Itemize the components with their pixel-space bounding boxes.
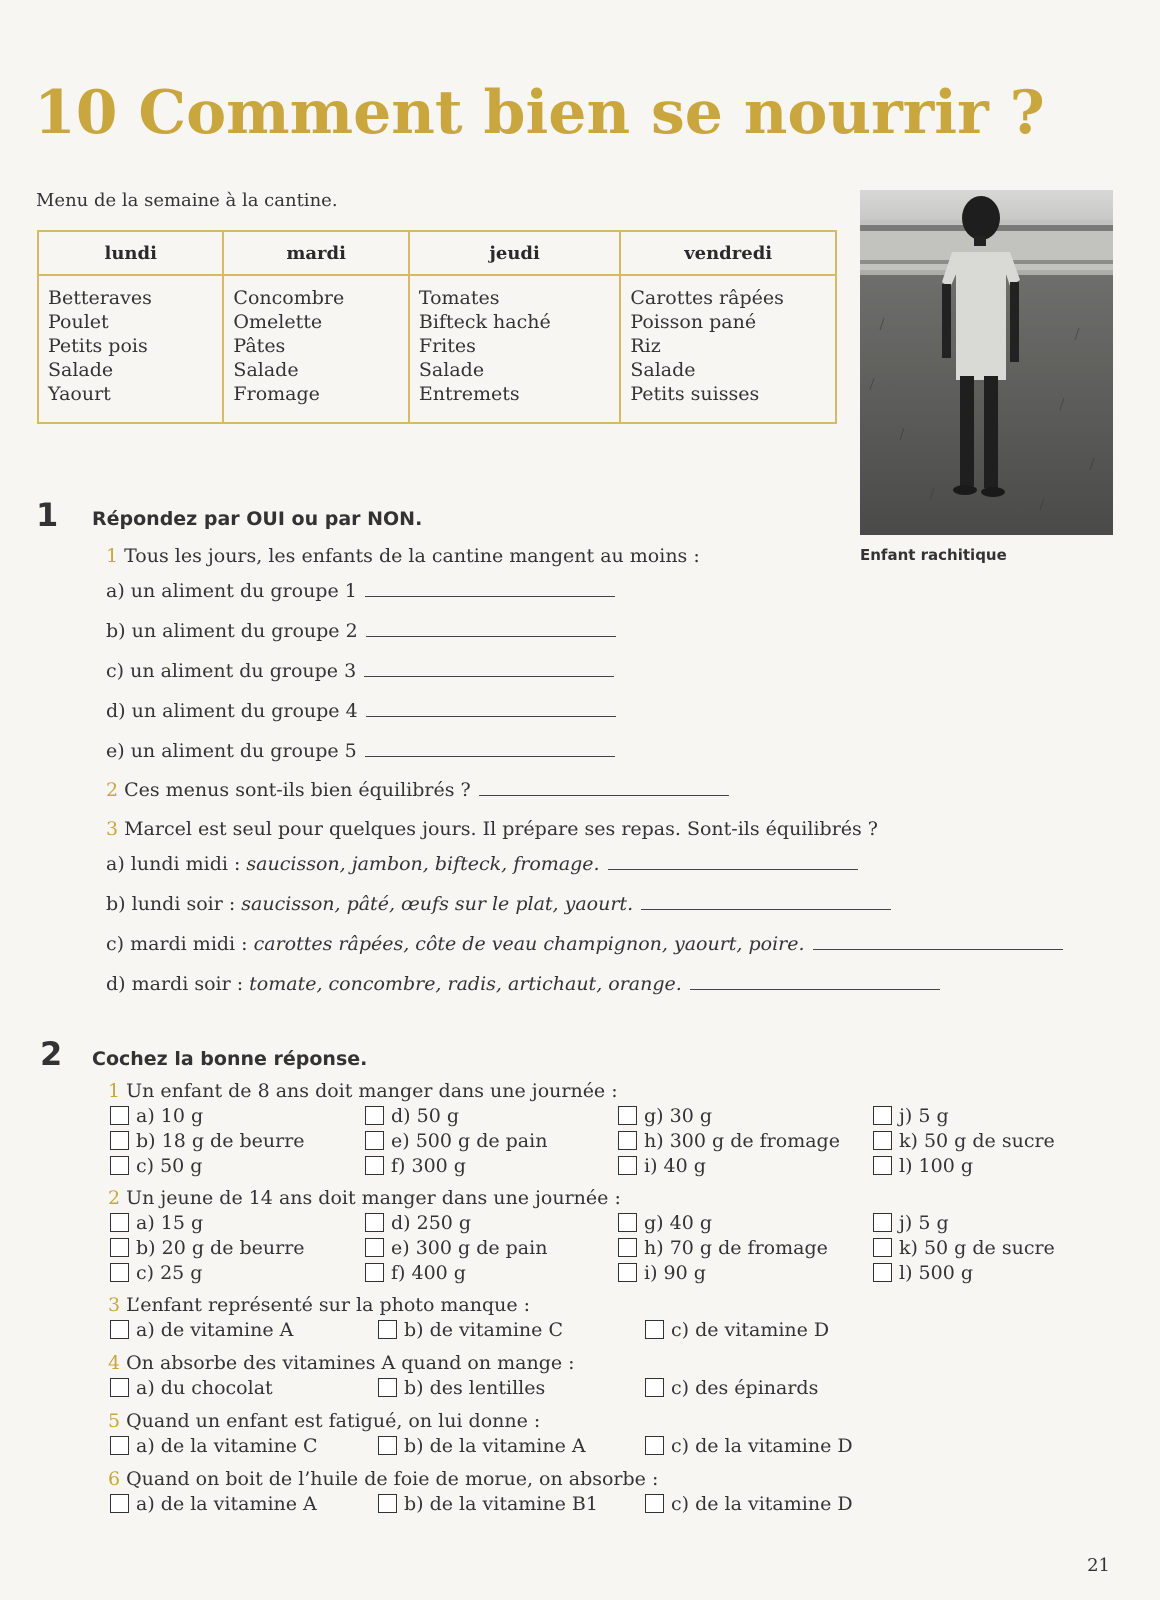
- menu-item: Petits suisses: [630, 383, 760, 405]
- option-label: c) 50 g: [136, 1155, 203, 1177]
- s1-question-1: [106, 545, 700, 567]
- s2-q2-option-k[interactable]: [873, 1237, 1055, 1259]
- checkbox[interactable]: [110, 1238, 129, 1257]
- option-label: f) 300 g: [391, 1155, 466, 1177]
- checkbox[interactable]: [873, 1156, 892, 1175]
- option-label: h) 70 g de fromage: [644, 1237, 828, 1259]
- checkbox[interactable]: [365, 1213, 384, 1232]
- item-label: e) un aliment du groupe 5: [106, 740, 357, 762]
- answer-line[interactable]: [365, 596, 615, 597]
- checkbox[interactable]: [110, 1494, 129, 1513]
- s2-q3-option-a[interactable]: [110, 1319, 293, 1341]
- photo-caption: Enfant rachitique: [860, 546, 1007, 564]
- question-number: 1: [106, 545, 119, 567]
- item-label: b) un aliment du groupe 2: [106, 620, 358, 642]
- s2-q5-option-b[interactable]: [378, 1435, 586, 1457]
- item-label: c) mardi midi :: [106, 933, 254, 955]
- option-label: e) 300 g de pain: [391, 1237, 548, 1259]
- s1-q1-item-a: [106, 580, 615, 602]
- checkbox[interactable]: [645, 1378, 664, 1397]
- checkbox[interactable]: [110, 1436, 129, 1455]
- option-label: d) 250 g: [391, 1212, 472, 1234]
- checkbox[interactable]: [873, 1131, 892, 1150]
- option-label: a) 10 g: [136, 1105, 204, 1127]
- option-label: h) 300 g de fromage: [644, 1130, 840, 1152]
- s1-question-2: [106, 779, 729, 801]
- item-label: c) un aliment du groupe 3: [106, 660, 357, 682]
- option-label: f) 400 g: [391, 1262, 466, 1284]
- food-list: carottes râpées, côte de veau champignon, yaourt, poire.: [253, 933, 805, 955]
- question-number: 2: [106, 779, 119, 801]
- menu-item: Omelette: [233, 311, 323, 333]
- menu-column-jeudi: [409, 275, 620, 423]
- question-number: 2: [108, 1187, 121, 1209]
- option-label: c) de vitamine D: [671, 1319, 830, 1341]
- answer-line[interactable]: [641, 909, 891, 910]
- s2-q2-option-a[interactable]: [110, 1212, 203, 1234]
- question-text: On absorbe des vitamines A quand on mange :: [126, 1352, 575, 1374]
- s2-q5-option-c[interactable]: [645, 1435, 853, 1457]
- menu-item: Salade: [233, 359, 299, 381]
- menu-item: Entremets: [418, 383, 520, 405]
- menu-item: Frites: [418, 335, 476, 357]
- checkbox[interactable]: [378, 1320, 397, 1339]
- checkbox[interactable]: [378, 1436, 397, 1455]
- checkbox[interactable]: [873, 1263, 892, 1282]
- question-text: Tous les jours, les enfants de la cantine mangent au moins :: [124, 545, 700, 567]
- s2-q2-option-b[interactable]: [110, 1237, 305, 1259]
- s2-q4-option-c[interactable]: [645, 1377, 818, 1399]
- s2-q2-option-l[interactable]: [873, 1262, 973, 1284]
- option-label: g) 30 g: [644, 1105, 712, 1127]
- s2-q1-option-j[interactable]: [873, 1105, 949, 1127]
- child-photo-image: [860, 190, 1113, 535]
- option-label: a) du chocolat: [136, 1377, 273, 1399]
- checkbox[interactable]: [110, 1106, 129, 1125]
- question-number: 3: [106, 818, 119, 840]
- option-label: a) de la vitamine A: [136, 1493, 317, 1515]
- s2-q1-option-l[interactable]: [873, 1155, 973, 1177]
- s2-q2-option-c[interactable]: [110, 1262, 202, 1284]
- menu-column-vendredi: [620, 275, 836, 423]
- answer-line[interactable]: [608, 869, 858, 870]
- checkbox[interactable]: [873, 1106, 892, 1125]
- item-label: a) un aliment du groupe 1: [106, 580, 357, 602]
- checkbox[interactable]: [645, 1320, 664, 1339]
- option-label: a) de la vitamine C: [136, 1435, 318, 1457]
- menu-header-jeudi: jeudi: [409, 231, 620, 275]
- option-label: l) 100 g: [899, 1155, 973, 1177]
- question-number: 1: [108, 1080, 121, 1102]
- s2-q1-option-f[interactable]: [365, 1155, 466, 1177]
- checkbox[interactable]: [618, 1213, 637, 1232]
- page-number: 21: [1087, 1555, 1110, 1576]
- checkbox[interactable]: [618, 1106, 637, 1125]
- s2-q1-option-k[interactable]: [873, 1130, 1055, 1152]
- s2-question-6: [108, 1468, 658, 1490]
- checkbox[interactable]: [618, 1156, 637, 1175]
- option-label: c) de la vitamine D: [671, 1493, 853, 1515]
- s2-q3-option-b[interactable]: [378, 1319, 563, 1341]
- option-label: b) de la vitamine B1: [404, 1493, 598, 1515]
- answer-line[interactable]: [365, 756, 615, 757]
- menu-item: Salade: [630, 359, 696, 381]
- checkbox[interactable]: [365, 1263, 384, 1282]
- question-text: L’enfant représenté sur la photo manque :: [126, 1294, 531, 1316]
- option-label: k) 50 g de sucre: [899, 1130, 1055, 1152]
- checkbox[interactable]: [873, 1238, 892, 1257]
- checkbox[interactable]: [618, 1238, 637, 1257]
- checkbox[interactable]: [645, 1436, 664, 1455]
- checkbox[interactable]: [110, 1213, 129, 1232]
- option-label: b) 20 g de beurre: [136, 1237, 305, 1259]
- s1-q1-item-d: [106, 700, 616, 722]
- question-text: Quand un enfant est fatigué, on lui donne :: [126, 1410, 541, 1432]
- menu-item: Tomates: [418, 287, 500, 309]
- s2-question-3: [108, 1294, 530, 1316]
- checkbox[interactable]: [365, 1106, 384, 1125]
- option-label: b) des lentilles: [404, 1377, 546, 1399]
- section-1-number: 1: [36, 496, 59, 534]
- s1-q1-item-e: [106, 740, 615, 762]
- option-label: g) 40 g: [644, 1212, 712, 1234]
- food-list: tomate, concombre, radis, artichaut, orange.: [249, 973, 682, 995]
- question-number: 4: [108, 1352, 121, 1374]
- option-label: c) des épinards: [671, 1377, 819, 1399]
- menu-item: Concombre: [233, 287, 345, 309]
- s2-q2-option-e[interactable]: [365, 1237, 547, 1259]
- menu-item: Betteraves: [48, 287, 152, 309]
- menu-item: Fromage: [233, 383, 320, 405]
- item-label: a) lundi midi :: [106, 853, 247, 875]
- checkbox[interactable]: [110, 1378, 129, 1397]
- s2-q1-option-b[interactable]: [110, 1130, 305, 1152]
- s2-q1-option-i[interactable]: [618, 1155, 706, 1177]
- menu-item: Carottes râpées: [630, 287, 784, 309]
- menu-table: [37, 230, 837, 424]
- child-photo: [860, 190, 1113, 535]
- s2-q2-option-f[interactable]: [365, 1262, 466, 1284]
- option-label: b) de vitamine C: [404, 1319, 563, 1341]
- question-text: Un jeune de 14 ans doit manger dans une journée :: [126, 1187, 621, 1209]
- checkbox[interactable]: [378, 1378, 397, 1397]
- s2-question-4: [108, 1352, 575, 1374]
- menu-header-mardi: mardi: [223, 231, 408, 275]
- answer-line[interactable]: [366, 716, 616, 717]
- option-label: l) 500 g: [899, 1262, 973, 1284]
- item-label: d) mardi soir :: [106, 973, 250, 995]
- section-2-title: Cochez la bonne réponse.: [92, 1048, 368, 1070]
- question-text: Un enfant de 8 ans doit manger dans une journée :: [126, 1080, 618, 1102]
- s2-q6-option-a[interactable]: [110, 1493, 317, 1515]
- item-label: b) lundi soir :: [106, 893, 242, 915]
- checkbox[interactable]: [110, 1131, 129, 1150]
- checkbox[interactable]: [618, 1131, 637, 1150]
- s2-q1-option-h[interactable]: [618, 1130, 840, 1152]
- option-label: c) 25 g: [136, 1262, 203, 1284]
- menu-item: Poulet: [48, 311, 109, 333]
- checkbox[interactable]: [365, 1131, 384, 1150]
- s2-question-5: [108, 1410, 540, 1432]
- option-label: b) de la vitamine A: [404, 1435, 586, 1457]
- option-label: c) de la vitamine D: [671, 1435, 853, 1457]
- s2-question-1: [108, 1080, 618, 1102]
- option-label: k) 50 g de sucre: [899, 1237, 1055, 1259]
- s2-q4-option-a[interactable]: [110, 1377, 273, 1399]
- answer-line[interactable]: [366, 636, 616, 637]
- item-label: d) un aliment du groupe 4: [106, 700, 358, 722]
- checkbox[interactable]: [618, 1263, 637, 1282]
- option-label: i) 90 g: [644, 1262, 706, 1284]
- s1-q1-item-c: [106, 660, 614, 682]
- s2-q1-option-a[interactable]: [110, 1105, 203, 1127]
- menu-header-vendredi: vendredi: [620, 231, 836, 275]
- menu-header-lundi: lundi: [38, 231, 223, 275]
- question-text: Ces menus sont-ils bien équilibrés ?: [124, 779, 471, 801]
- s2-q5-option-a[interactable]: [110, 1435, 318, 1457]
- option-label: j) 5 g: [899, 1105, 949, 1127]
- section-1-title: Répondez par OUI ou par NON.: [92, 508, 423, 530]
- s2-q6-option-b[interactable]: [378, 1493, 598, 1515]
- menu-column-lundi: [38, 275, 223, 423]
- checkbox[interactable]: [873, 1213, 892, 1232]
- option-label: e) 500 g de pain: [391, 1130, 548, 1152]
- answer-line[interactable]: [364, 676, 614, 677]
- section-2-number: 2: [40, 1035, 63, 1073]
- menu-item: Poisson pané: [630, 311, 757, 333]
- s1-q1-item-b: [106, 620, 616, 642]
- menu-item: Riz: [630, 335, 661, 357]
- s1-q3-item-a: [106, 853, 858, 875]
- s2-q2-option-i[interactable]: [618, 1262, 706, 1284]
- s1-q3-item-c: [106, 933, 1063, 955]
- s2-q1-option-d[interactable]: [365, 1105, 459, 1127]
- s2-q3-option-c[interactable]: [645, 1319, 829, 1341]
- menu-item: Pâtes: [233, 335, 286, 357]
- menu-column-mardi: [223, 275, 408, 423]
- checkbox[interactable]: [365, 1238, 384, 1257]
- option-label: j) 5 g: [899, 1212, 949, 1234]
- question-text: Quand on boit de l’huile de foie de morue, on absorbe :: [126, 1468, 659, 1490]
- checkbox[interactable]: [110, 1263, 129, 1282]
- page-title: 10 Comment bien se nourrir ?: [34, 78, 1045, 148]
- option-label: a) 15 g: [136, 1212, 204, 1234]
- s1-question-3: [106, 818, 878, 840]
- s2-question-2: [108, 1187, 621, 1209]
- question-number: 5: [108, 1410, 121, 1432]
- menu-item: Petits pois: [48, 335, 148, 357]
- answer-line[interactable]: [690, 989, 940, 990]
- checkbox[interactable]: [110, 1156, 129, 1175]
- option-label: d) 50 g: [391, 1105, 459, 1127]
- s2-q2-option-g[interactable]: [618, 1212, 712, 1234]
- checkbox[interactable]: [110, 1320, 129, 1339]
- option-label: b) 18 g de beurre: [136, 1130, 305, 1152]
- checkbox[interactable]: [645, 1494, 664, 1513]
- checkbox[interactable]: [378, 1494, 397, 1513]
- menu-item: Salade: [418, 359, 485, 381]
- menu-item: Yaourt: [48, 383, 111, 405]
- menu-item: Salade: [48, 359, 114, 381]
- food-list: saucisson, pâté, œufs sur le plat, yaourt.: [241, 893, 634, 915]
- s2-q2-option-d[interactable]: [365, 1212, 471, 1234]
- s2-q1-option-g[interactable]: [618, 1105, 712, 1127]
- menu-intro: Menu de la semaine à la cantine.: [36, 190, 338, 211]
- s2-q1-option-c[interactable]: [110, 1155, 202, 1177]
- question-number: 6: [108, 1468, 121, 1490]
- s1-q3-item-b: [106, 893, 891, 915]
- option-label: i) 40 g: [644, 1155, 706, 1177]
- question-number: 3: [108, 1294, 121, 1316]
- answer-line[interactable]: [813, 949, 1063, 950]
- food-list: saucisson, jambon, bifteck, fromage.: [246, 853, 600, 875]
- s2-q6-option-c[interactable]: [645, 1493, 853, 1515]
- menu-item: Bifteck haché: [418, 311, 551, 333]
- s2-q1-option-e[interactable]: [365, 1130, 547, 1152]
- s1-q3-item-d: [106, 973, 940, 995]
- answer-line[interactable]: [479, 795, 729, 796]
- s2-q2-option-j[interactable]: [873, 1212, 949, 1234]
- question-text: Marcel est seul pour quelques jours. Il prépare ses repas. Sont-ils équilibrés ?: [124, 818, 878, 840]
- checkbox[interactable]: [365, 1156, 384, 1175]
- s2-q4-option-b[interactable]: [378, 1377, 545, 1399]
- option-label: a) de vitamine A: [136, 1319, 294, 1341]
- s2-q2-option-h[interactable]: [618, 1237, 828, 1259]
